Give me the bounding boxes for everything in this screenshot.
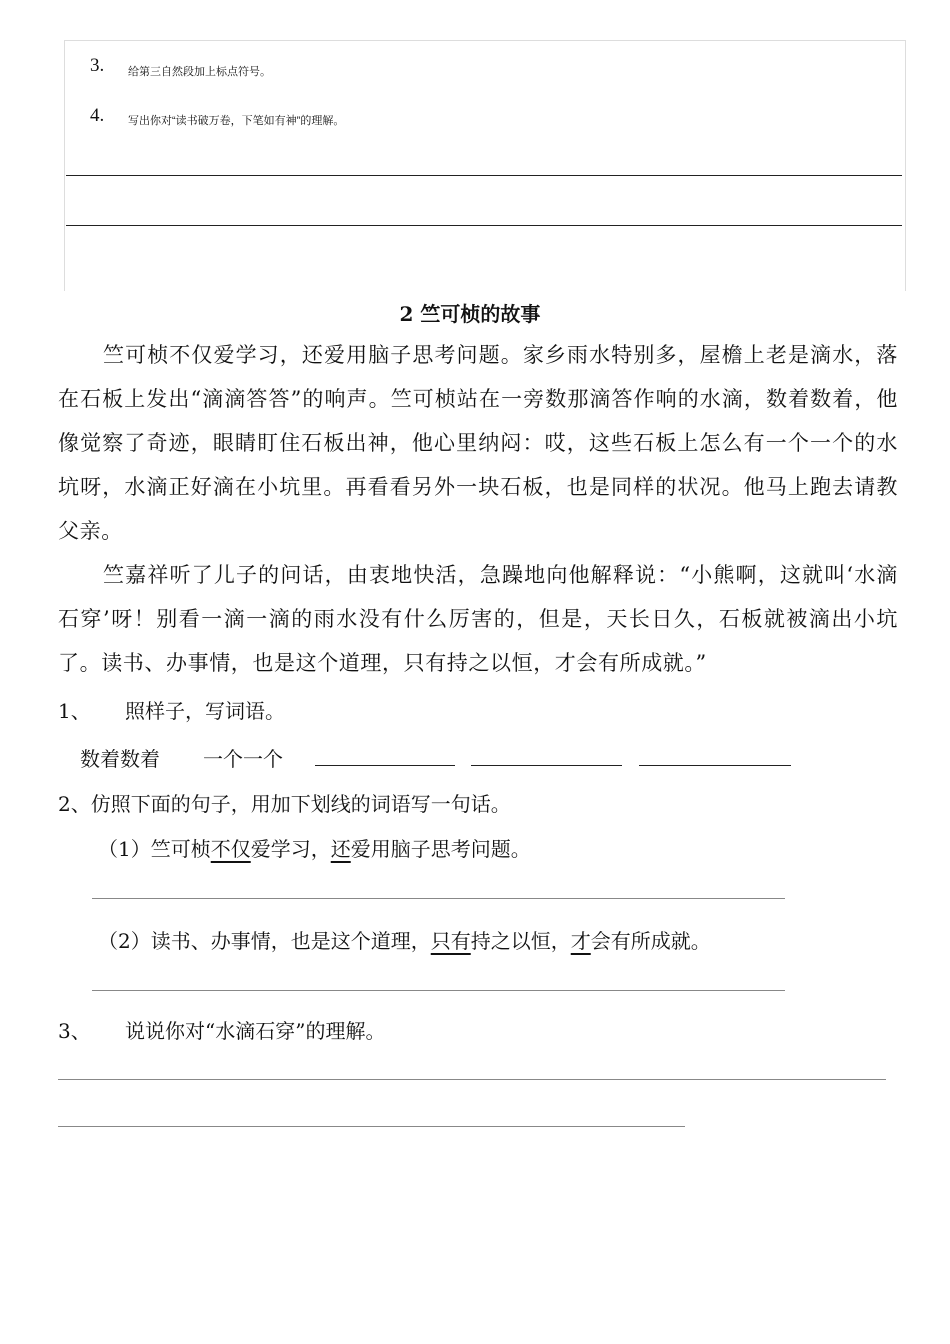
answer-line[interactable] bbox=[58, 1126, 685, 1127]
sentence-part: 持之以恒， bbox=[470, 929, 571, 953]
sentence-part: 爱用脑子思考问题。 bbox=[350, 837, 531, 861]
underlined-word: 还 bbox=[330, 837, 351, 861]
example-sentence bbox=[98, 925, 711, 954]
question-text: 2、仿照下面的句子，用加下划线的词语写一句话。 bbox=[58, 792, 511, 816]
example-word: 数着数着 bbox=[80, 747, 160, 771]
story-paragraph: 竺嘉祥听了儿子的问话，由衷地快活，急躁地向他解释说：“小熊啊，这就叫‘水滴石穿’呀！别看一滴一滴的雨水没有什么厉害的，但是，天长日久，石板就被滴出小坑了。读书、办事情，也是这个道理，只有持之以恒，才会有所成就。” bbox=[58, 563, 898, 675]
question-number: 1、 bbox=[58, 699, 91, 723]
underlined-word: 才 bbox=[570, 929, 591, 953]
sentence-part: （2）读书、办事情，也是这个道理， bbox=[98, 929, 431, 953]
sentence-part: 会有所成就。 bbox=[590, 929, 711, 953]
answer-line[interactable] bbox=[66, 225, 902, 226]
answer-blank[interactable] bbox=[639, 765, 791, 766]
question-text: 给第三自然段加上标点符号。 bbox=[128, 66, 271, 78]
answer-line[interactable] bbox=[92, 990, 785, 991]
question-number: 3. bbox=[90, 55, 105, 76]
sentence-part: （1）竺可桢 bbox=[98, 837, 211, 861]
answer-blank[interactable] bbox=[315, 765, 455, 766]
answer-line[interactable] bbox=[92, 898, 785, 899]
example-sentence bbox=[98, 833, 531, 862]
story-paragraph: 竺可桢不仅爱学习，还爱用脑子思考问题。家乡雨水特别多，屋檐上老是滴水，落在石板上发出“滴滴答答”的响声。竺可桢站在一旁数那滴答作响的水滴，数着数着，他像觉察了奇迹，眼睛盯住石板出神，他心里纳闷：哎，这些石板上怎么有一个一个的水坑呀，水滴正好滴在小坑里。再看看另外一块石板，也是同样的状况。他马上跑去请教父亲。 bbox=[58, 343, 898, 543]
question-text: 说说你对“水滴石穿”的理解。 bbox=[125, 1019, 386, 1043]
underlined-word: 只有 bbox=[430, 929, 471, 953]
sentence-part: 爱学习， bbox=[250, 837, 331, 861]
question-text: 写出你对“读书破万卷，下笔如有神”的理解。 bbox=[128, 115, 345, 127]
underlined-word: 不仅 bbox=[210, 837, 251, 861]
story-title: 2 竺可桢的故事 bbox=[399, 302, 541, 326]
answer-blank[interactable] bbox=[471, 765, 622, 766]
example-word: 一个一个 bbox=[203, 747, 283, 771]
question-number: 4. bbox=[90, 105, 105, 126]
answer-line[interactable] bbox=[66, 175, 902, 176]
question-number: 3、 bbox=[58, 1019, 91, 1043]
answer-line[interactable] bbox=[58, 1079, 886, 1080]
question-text: 照样子，写词语。 bbox=[125, 699, 285, 723]
